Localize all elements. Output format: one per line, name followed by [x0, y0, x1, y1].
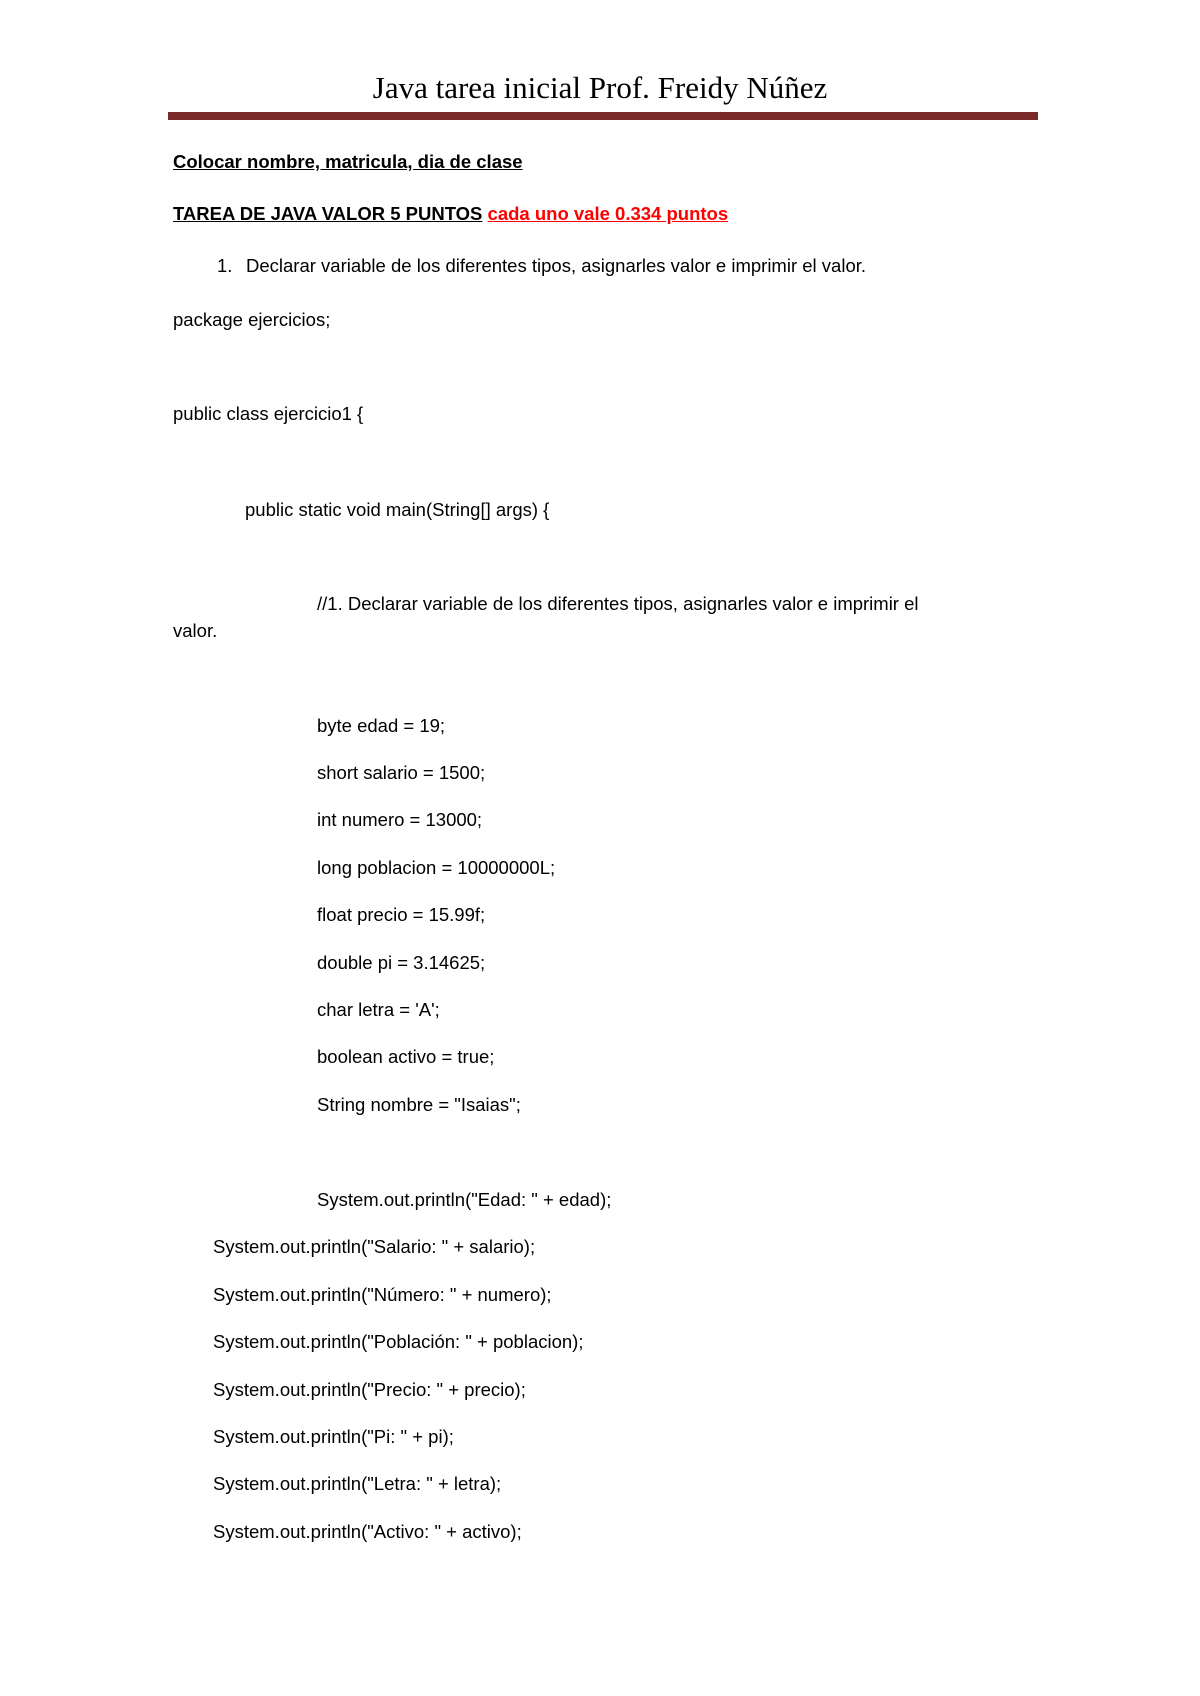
- task-title: TAREA DE JAVA VALOR 5 PUNTOS: [173, 203, 483, 224]
- list-item-number: 1.: [217, 255, 233, 276]
- code-declaration: double pi = 3.14625;: [317, 952, 486, 973]
- student-info-instruction: Colocar nombre, matricula, dia de clase: [173, 151, 523, 172]
- code-print-statement: System.out.println("Edad: " + edad);: [317, 1189, 612, 1210]
- list-item-text: Declarar variable de los diferentes tipos, asignarles valor e imprimir el valor.: [246, 255, 867, 276]
- code-declaration: float precio = 15.99f;: [317, 904, 486, 925]
- title-divider: [168, 112, 1038, 120]
- code-print-statement: System.out.println("Pi: " + pi);: [213, 1426, 454, 1447]
- code-declaration: String nombre = "Isaias";: [317, 1094, 521, 1115]
- code-declaration: short salario = 1500;: [317, 762, 486, 783]
- code-print-statement: System.out.println("Número: " + numero);: [213, 1284, 552, 1305]
- code-print-statement: System.out.println("Activo: " + activo);: [213, 1521, 522, 1542]
- code-declaration: char letra = 'A';: [317, 999, 440, 1020]
- code-print-statement: System.out.println("Salario: " + salario);: [213, 1236, 536, 1257]
- code-print-statement: System.out.println("Letra: " + letra);: [213, 1473, 502, 1494]
- code-declaration: byte edad = 19;: [317, 715, 446, 736]
- code-declaration: int numero = 13000;: [317, 809, 483, 830]
- code-print-statement: System.out.println("Precio: " + precio);: [213, 1379, 526, 1400]
- code-comment: //1. Declarar variable de los diferentes tipos, asignarles valor e imprimir el: [317, 593, 919, 614]
- code-declaration: long poblacion = 10000000L;: [317, 857, 556, 878]
- code-declaration: boolean activo = true;: [317, 1046, 495, 1067]
- code-package: package ejercicios;: [173, 309, 331, 330]
- task-heading: [173, 202, 728, 226]
- task-points: cada uno vale 0.334 puntos: [487, 203, 729, 224]
- code-main-declaration: public static void main(String[] args) {: [245, 499, 550, 520]
- code-class-declaration: public class ejercicio1 {: [173, 403, 364, 424]
- code-comment-continued: valor.: [173, 620, 218, 641]
- page-title: Java tarea inicial Prof. Freidy Núñez: [372, 70, 828, 105]
- code-print-statement: System.out.println("Población: " + poblacion);: [213, 1331, 584, 1352]
